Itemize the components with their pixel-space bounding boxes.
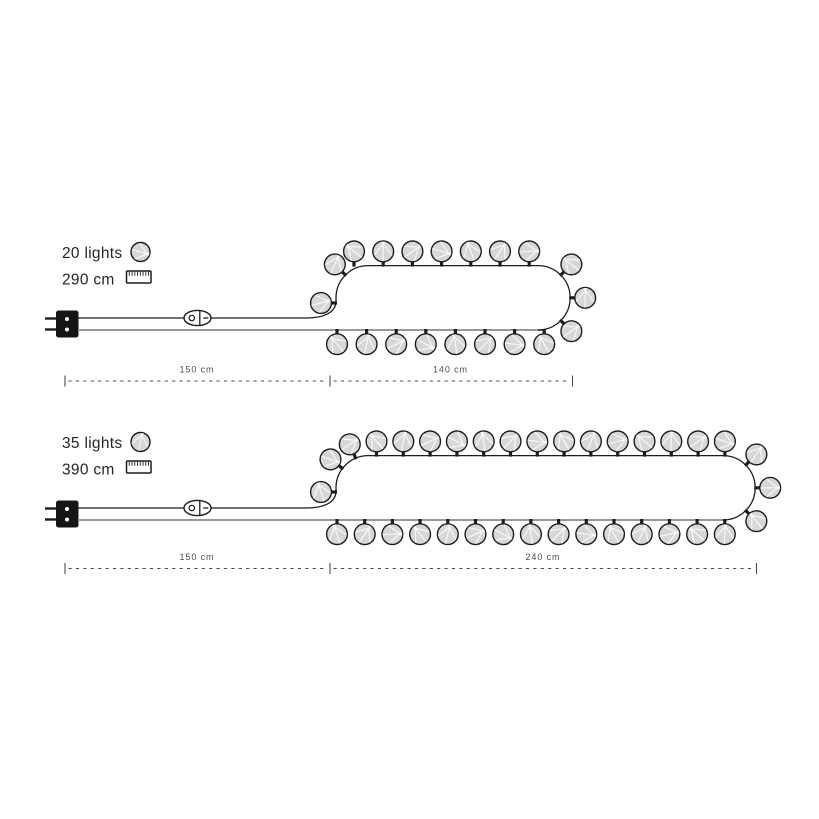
- bulb-icon: [366, 431, 387, 452]
- length-label: 390 cm: [62, 461, 115, 479]
- bulb-icon: [548, 524, 569, 545]
- bulb-icon: [534, 334, 555, 355]
- bulb-icon: [519, 241, 540, 262]
- bulb-icon: [527, 431, 548, 452]
- bulb-icon: [311, 293, 332, 314]
- bulb-icon: [473, 431, 494, 452]
- bulb-icon: [607, 431, 628, 452]
- diagram-20-lights: [45, 241, 596, 387]
- bulb-icon: [382, 524, 403, 545]
- bulb-icon: [402, 241, 423, 262]
- bulb-icon: [746, 511, 767, 532]
- bulb-icon: [490, 241, 511, 262]
- bulb-icon: [431, 241, 452, 262]
- bulb-icon: [561, 254, 582, 275]
- bulb-icon: [715, 431, 736, 452]
- bulb-icon: [714, 524, 735, 545]
- bulb-icon: [131, 243, 150, 262]
- bulb-icon: [493, 524, 514, 545]
- ruler-icon: [127, 271, 152, 283]
- bulb-icon: [339, 434, 360, 455]
- bulb-icon: [504, 334, 525, 355]
- bulb-icon: [131, 243, 150, 262]
- loop-length-label: 140 cm: [433, 364, 468, 375]
- lead-length-label: 150 cm: [179, 364, 215, 375]
- wire-loop: [78, 456, 755, 520]
- bulb-icon: [447, 431, 468, 452]
- bulb-icon: [760, 477, 781, 498]
- ruler-icon: [127, 461, 152, 473]
- bulb-icon: [554, 431, 575, 452]
- loop-length-label: 240 cm: [525, 552, 561, 562]
- bulb-icon: [320, 449, 341, 470]
- dimension-line: [65, 552, 757, 574]
- bulb-icon: [324, 254, 345, 275]
- length-label: 290 cm: [62, 271, 115, 289]
- bulb-icon: [356, 334, 377, 355]
- bulb-icon: [460, 241, 481, 262]
- bulb-icon: [631, 524, 652, 545]
- power-plug-icon: [45, 311, 79, 338]
- bulb-icon: [521, 524, 542, 545]
- bulb-icon: [327, 524, 348, 545]
- bulb-icon: [500, 431, 521, 452]
- bulb-icon: [688, 431, 709, 452]
- bulb-icon: [659, 524, 680, 545]
- bulb-icon: [131, 433, 150, 452]
- bulb-icon: [561, 321, 582, 342]
- inline-switch-icon: [184, 500, 211, 515]
- bulb-icon: [445, 334, 466, 355]
- bulb-icon: [604, 524, 625, 545]
- bulb-icon: [373, 241, 394, 262]
- bulb-icon: [311, 482, 332, 503]
- bulb-icon: [687, 524, 708, 545]
- bulb-icon: [344, 241, 365, 262]
- bulbs: [311, 431, 781, 545]
- bulb-icon: [661, 431, 682, 452]
- bulb-string: [311, 241, 596, 355]
- lead-length-label: 150 cm: [179, 552, 215, 562]
- bulb-icon: [327, 334, 348, 355]
- bulb-icon: [131, 433, 150, 452]
- bulb-icon: [581, 431, 602, 452]
- bulb-icon: [420, 431, 441, 452]
- bulb-icon: [576, 524, 597, 545]
- lights-count-label: 35 lights: [62, 435, 123, 452]
- inline-switch-icon: [184, 310, 211, 325]
- diagram-35-lights: [45, 431, 781, 574]
- bulb-icon: [354, 524, 375, 545]
- bulb-icon: [746, 444, 767, 465]
- bulbs: [311, 241, 596, 355]
- power-plug-icon: [45, 501, 79, 528]
- bulb-icon: [410, 524, 431, 545]
- lights-count-label: 20 lights: [62, 245, 123, 262]
- bulb-stems: [330, 451, 761, 524]
- bulb-icon: [415, 334, 436, 355]
- bulb-stems: [330, 261, 576, 334]
- bulb-icon: [465, 524, 486, 545]
- bulb-icon: [634, 431, 655, 452]
- bulb-icon: [393, 431, 414, 452]
- bulb-icon: [575, 287, 596, 308]
- bulb-icon: [386, 334, 407, 355]
- bulb-icon: [437, 524, 458, 545]
- bulb-icon: [475, 334, 496, 355]
- bulb-string: [311, 431, 781, 545]
- dimension-line: [65, 365, 573, 387]
